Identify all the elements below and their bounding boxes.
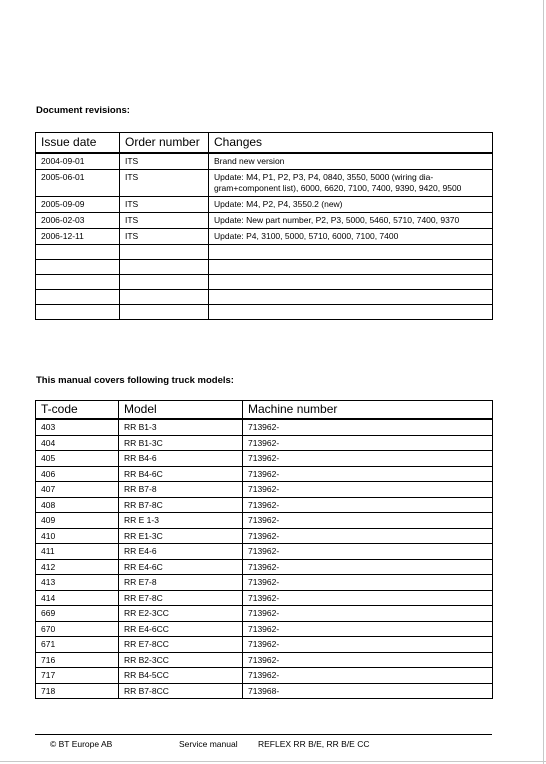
revision-issue-date: 2005-06-01 [36, 170, 120, 197]
model-machine-number: 713962- [243, 637, 493, 653]
model-row [36, 544, 493, 560]
model-row [36, 637, 493, 653]
revision-changes: Update: New part number, P2, P3, 5000, 5460, 5710, 7400, 9370 [209, 213, 493, 229]
model-machine-number: 713962- [243, 451, 493, 467]
model-machine-number: 713962- [243, 497, 493, 513]
revision-blank-row [36, 260, 493, 275]
revision-issue-date: 2004-09-01 [36, 153, 120, 170]
model-machine-number: 713962- [243, 668, 493, 684]
revision-blank-cell [209, 290, 493, 305]
header-t-code: T-code [36, 401, 119, 420]
model-name: RR E4-6CC [119, 621, 243, 637]
model-machine-number: 713962- [243, 575, 493, 591]
revision-order-number: ITS [120, 229, 209, 245]
model-row [36, 652, 493, 668]
page-edge-right [543, 0, 544, 764]
models-table [35, 400, 493, 699]
model-row [36, 559, 493, 575]
revision-row [36, 229, 493, 245]
model-machine-number: 713962- [243, 528, 493, 544]
header-changes: Changes [209, 133, 493, 154]
revision-blank-row [36, 305, 493, 320]
model-name: RR B1-3 [119, 419, 243, 435]
revision-changes: Update: P4, 3100, 5000, 5710, 6000, 7100, 7400 [209, 229, 493, 245]
header-machine-number: Machine number [243, 401, 493, 420]
revisions-header-row [36, 133, 493, 154]
revisions-title: Document revisions: [36, 105, 130, 116]
model-name: RR E7-8 [119, 575, 243, 591]
model-t-code: 406 [36, 466, 119, 482]
models-header-row [36, 401, 493, 420]
model-t-code: 408 [36, 497, 119, 513]
revision-blank-row [36, 275, 493, 290]
revision-issue-date: 2005-09-09 [36, 197, 120, 213]
model-t-code: 411 [36, 544, 119, 560]
model-name: RR B4-6C [119, 466, 243, 482]
footer-copyright: © BT Europe AB [50, 739, 113, 749]
model-machine-number: 713962- [243, 652, 493, 668]
model-row [36, 482, 493, 498]
revision-blank-cell [209, 245, 493, 260]
revision-issue-date: 2006-02-03 [36, 213, 120, 229]
model-machine-number: 713962- [243, 466, 493, 482]
header-order-number: Order number [120, 133, 209, 154]
model-row [36, 435, 493, 451]
model-t-code: 404 [36, 435, 119, 451]
model-t-code: 670 [36, 621, 119, 637]
model-t-code: 409 [36, 513, 119, 529]
footer-models-label: REFLEX RR B/E, RR B/E CC [258, 739, 370, 749]
model-name: RR E7-8CC [119, 637, 243, 653]
model-t-code: 414 [36, 590, 119, 606]
header-issue-date: Issue date [36, 133, 120, 154]
model-row [36, 575, 493, 591]
footer-manual-label: Service manual [179, 739, 238, 749]
model-t-code: 405 [36, 451, 119, 467]
model-row [36, 621, 493, 637]
model-row [36, 606, 493, 622]
revision-row [36, 170, 493, 197]
model-machine-number: 713962- [243, 621, 493, 637]
revision-issue-date: 2006-12-11 [36, 229, 120, 245]
model-row [36, 451, 493, 467]
model-name: RR B1-3C [119, 435, 243, 451]
model-name: RR B2-3CC [119, 652, 243, 668]
models-title: This manual covers following truck models: [36, 375, 234, 386]
revision-changes: Update: M4, P1, P2, P3, P4, 0840, 3550, 5000 (wiring dia-gram+component list), 6000, 6620, 7100, 7400, 9390, 9420, 9500 [209, 170, 493, 197]
revision-blank-cell [36, 245, 120, 260]
revision-blank-cell [36, 290, 120, 305]
model-machine-number: 713962- [243, 482, 493, 498]
model-row [36, 497, 493, 513]
revision-blank-cell [120, 260, 209, 275]
model-t-code: 716 [36, 652, 119, 668]
model-machine-number: 713962- [243, 544, 493, 560]
model-name: RR E4-6 [119, 544, 243, 560]
revisions-table [35, 132, 493, 320]
revision-blank-cell [209, 305, 493, 320]
model-row [36, 513, 493, 529]
revision-blank-cell [36, 305, 120, 320]
revision-order-number: ITS [120, 213, 209, 229]
model-row [36, 528, 493, 544]
page-edge-bottom [0, 761, 546, 762]
model-name: RR B7-8 [119, 482, 243, 498]
revision-row [36, 213, 493, 229]
revision-order-number: ITS [120, 153, 209, 170]
model-row [36, 683, 493, 699]
model-machine-number: 713962- [243, 513, 493, 529]
revision-row [36, 197, 493, 213]
model-machine-number: 713962- [243, 559, 493, 575]
revision-changes: Update: M4, P2, P4, 3550.2 (new) [209, 197, 493, 213]
model-t-code: 407 [36, 482, 119, 498]
footer-rule [35, 734, 492, 735]
model-t-code: 718 [36, 683, 119, 699]
model-machine-number: 713962- [243, 606, 493, 622]
model-row [36, 466, 493, 482]
model-machine-number: 713968- [243, 683, 493, 699]
revision-blank-row [36, 290, 493, 305]
model-name: RR E 1-3 [119, 513, 243, 529]
model-t-code: 412 [36, 559, 119, 575]
revision-blank-cell [120, 245, 209, 260]
model-name: RR E1-3C [119, 528, 243, 544]
revision-blank-cell [36, 260, 120, 275]
model-t-code: 717 [36, 668, 119, 684]
model-name: RR E4-6C [119, 559, 243, 575]
revision-order-number: ITS [120, 170, 209, 197]
header-model: Model [119, 401, 243, 420]
model-row [36, 668, 493, 684]
revision-blank-cell [120, 290, 209, 305]
revision-blank-cell [120, 275, 209, 290]
model-t-code: 413 [36, 575, 119, 591]
revision-blank-cell [36, 275, 120, 290]
revision-row [36, 153, 493, 170]
model-name: RR B7-8CC [119, 683, 243, 699]
model-name: RR E7-8C [119, 590, 243, 606]
model-t-code: 671 [36, 637, 119, 653]
revision-blank-cell [209, 275, 493, 290]
model-name: RR E2-3CC [119, 606, 243, 622]
revision-blank-cell [209, 260, 493, 275]
model-name: RR B7-8C [119, 497, 243, 513]
model-t-code: 410 [36, 528, 119, 544]
model-t-code: 669 [36, 606, 119, 622]
model-machine-number: 713962- [243, 590, 493, 606]
model-machine-number: 713962- [243, 435, 493, 451]
model-t-code: 403 [36, 419, 119, 435]
model-row [36, 590, 493, 606]
revision-blank-cell [120, 305, 209, 320]
model-machine-number: 713962- [243, 419, 493, 435]
model-row [36, 419, 493, 435]
model-name: RR B4-6 [119, 451, 243, 467]
revision-blank-row [36, 245, 493, 260]
model-name: RR B4-5CC [119, 668, 243, 684]
revision-order-number: ITS [120, 197, 209, 213]
revision-changes: Brand new version [209, 153, 493, 170]
